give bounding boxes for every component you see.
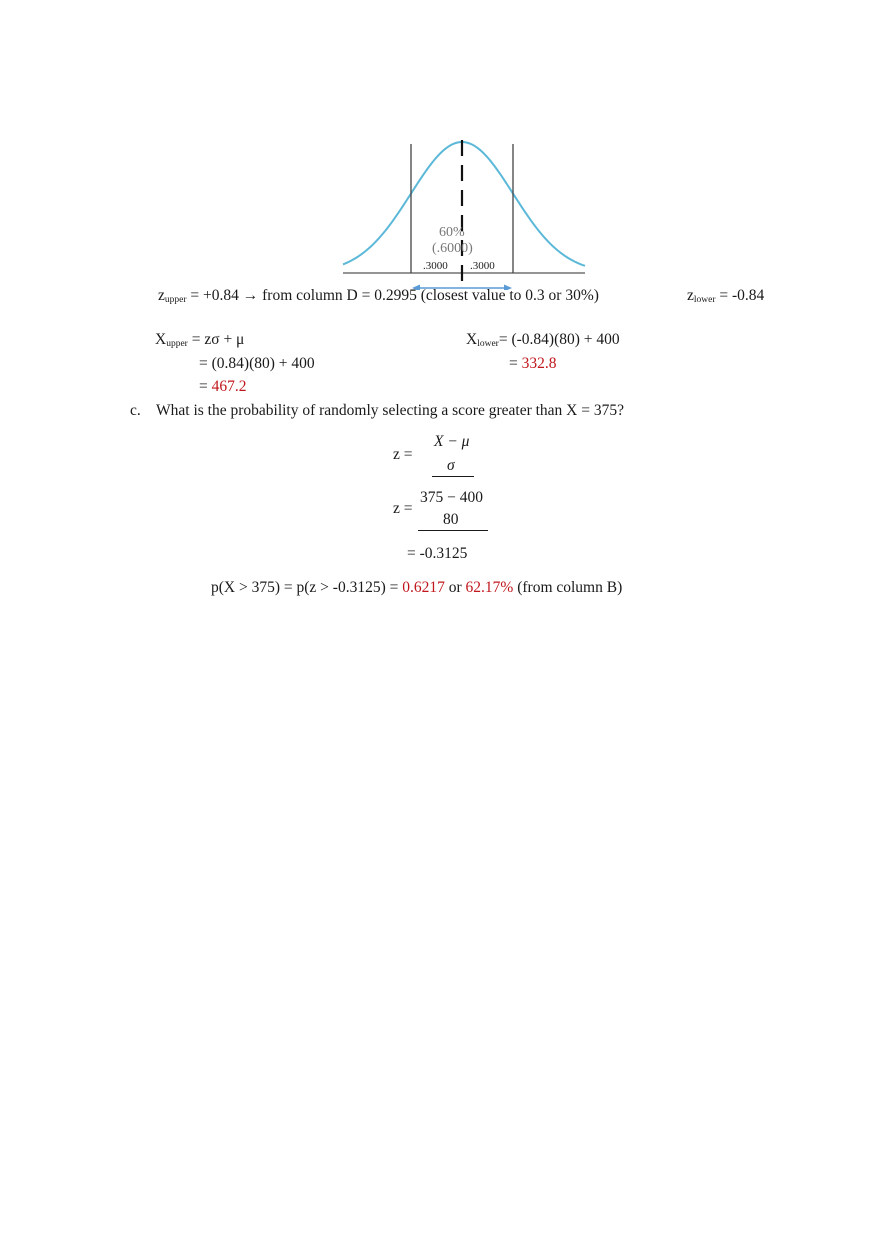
z-upper-text: = +0.84 → from column D = 0.2995 (closest value to 0.3 or 30%) bbox=[186, 287, 599, 304]
x-lower-var: X bbox=[466, 331, 478, 348]
formula-general-fraction-bar bbox=[432, 476, 474, 477]
z-lower-sub: lower bbox=[693, 295, 716, 305]
z-upper-var: z bbox=[158, 287, 165, 304]
x-lower-formula bbox=[466, 331, 620, 349]
x-lower-result: 332.8 bbox=[521, 355, 557, 372]
probability-or: or bbox=[444, 579, 466, 596]
normal-curve-figure bbox=[335, 130, 595, 290]
x-lower-eq: = bbox=[509, 355, 522, 372]
z-upper-sub: upper bbox=[164, 295, 187, 305]
question-c-letter: c. bbox=[130, 402, 141, 419]
z-upper-line bbox=[158, 287, 599, 305]
formula-sub-numerator: 375 − 400 bbox=[420, 489, 483, 506]
x-lower-result-line bbox=[509, 355, 557, 373]
question-c-text: What is the probability of randomly selecting a score greater than X = 375? bbox=[156, 402, 624, 419]
x-upper-result-line bbox=[199, 378, 247, 396]
probability-prefix: p(X > 375) = p(z > -0.3125) = bbox=[211, 579, 403, 596]
formula-sub-lhs: z = bbox=[393, 500, 413, 517]
probability-answer bbox=[211, 579, 622, 597]
x-upper-result: 467.2 bbox=[211, 378, 247, 395]
z-lower-var: z bbox=[687, 287, 694, 304]
left-tail-label: .3000 bbox=[423, 260, 448, 272]
probability-suffix: (from column B) bbox=[513, 579, 623, 596]
x-upper-var: X bbox=[155, 331, 167, 348]
x-upper-sub: upper bbox=[166, 339, 188, 349]
proportion-label: (.6000) bbox=[432, 241, 473, 256]
z-lower-line bbox=[687, 287, 764, 305]
right-tail-label: .3000 bbox=[470, 260, 495, 272]
formula-general-lhs: z = bbox=[393, 446, 413, 463]
z-lower-text: = -0.84 bbox=[715, 287, 765, 304]
probability-value: 0.6217 bbox=[402, 579, 445, 596]
x-lower-sub: lower bbox=[477, 339, 499, 349]
z-result: = -0.3125 bbox=[407, 545, 468, 562]
formula-sub-denominator: 80 bbox=[443, 511, 459, 528]
formula-general-numerator: X − μ bbox=[434, 433, 470, 450]
x-upper-formula-text: = zσ + μ bbox=[187, 331, 245, 348]
x-lower-formula-text: = (-0.84)(80) + 400 bbox=[498, 331, 620, 348]
formula-general-denominator: σ bbox=[447, 457, 455, 474]
formula-sub-fraction-bar bbox=[418, 530, 488, 531]
x-upper-formula bbox=[155, 331, 244, 349]
x-upper-eq: = bbox=[199, 378, 212, 395]
percent-label: 60% bbox=[439, 225, 465, 240]
x-upper-substitution: = (0.84)(80) + 400 bbox=[199, 355, 315, 372]
probability-percent: 62.17% bbox=[465, 579, 514, 596]
